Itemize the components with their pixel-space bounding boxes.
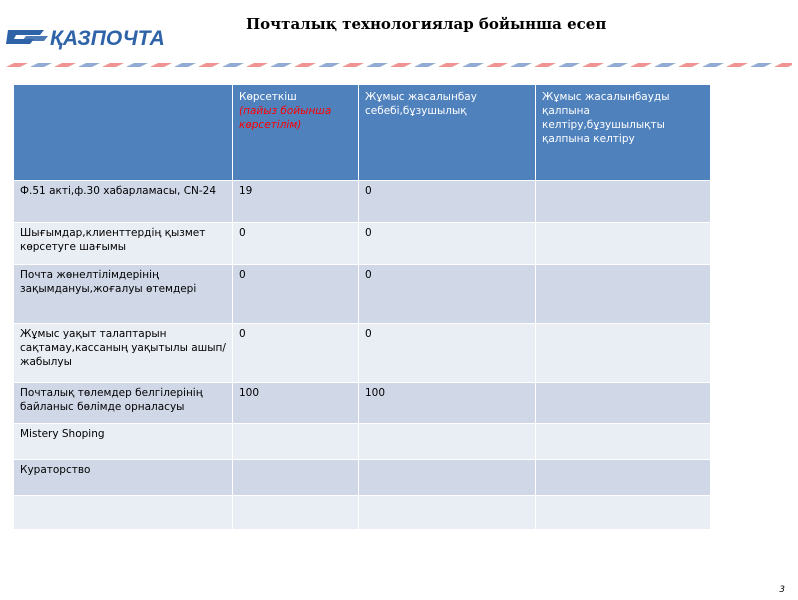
airmail-stripe xyxy=(6,63,792,67)
header-label: Көрсеткіш xyxy=(239,91,297,103)
table-cell xyxy=(536,223,711,265)
header-cell-indicator xyxy=(233,85,359,181)
table-row xyxy=(14,324,711,383)
table-row xyxy=(14,424,711,460)
report-table xyxy=(13,84,711,530)
page-number: 3 xyxy=(779,585,785,595)
table-row xyxy=(14,265,711,324)
table-row xyxy=(14,460,711,496)
table-cell: Жұмыс уақыт талаптарын сақтамау,кассаның уақытылы ашып/жабылуы xyxy=(14,324,233,383)
table-cell xyxy=(536,181,711,223)
table-cell xyxy=(536,460,711,496)
table-cell: 0 xyxy=(233,265,359,324)
table-row xyxy=(14,223,711,265)
header-cell-restoration xyxy=(536,85,711,181)
table-cell xyxy=(359,496,536,530)
table-cell: 0 xyxy=(359,324,536,383)
table-cell: Ф.51 акті,ф.30 хабарламасы, CN-24 xyxy=(14,181,233,223)
table-cell xyxy=(233,496,359,530)
table-cell xyxy=(359,460,536,496)
header-label: Жұмыс жасалынбау себебі,бұзушылық xyxy=(365,91,477,117)
header-cell-reason xyxy=(359,85,536,181)
table-cell: 0 xyxy=(359,181,536,223)
table-row xyxy=(14,383,711,424)
table-row xyxy=(14,181,711,223)
header-note: (пайыз бойынша көрсетілім) xyxy=(239,105,332,131)
table-cell xyxy=(536,383,711,424)
table-cell xyxy=(536,265,711,324)
logo-graphic xyxy=(4,22,182,52)
table-cell: 100 xyxy=(359,383,536,424)
table-cell xyxy=(233,424,359,460)
table-cell xyxy=(233,460,359,496)
table-cell: Кураторство xyxy=(14,460,233,496)
svg-text:ҚАЗПОЧТА: ҚАЗПОЧТА xyxy=(50,27,165,50)
table-cell: 0 xyxy=(233,324,359,383)
table-row xyxy=(14,496,711,530)
header-cell-empty xyxy=(14,85,233,181)
table-cell: 0 xyxy=(359,265,536,324)
kazpochta-logo xyxy=(4,22,182,52)
page-title: Почталық технологиялар бойынша есеп xyxy=(246,15,607,33)
header-label: Жұмыс жасалынбауды қалпына келтіру,бұзушылықты қалпына келтіру xyxy=(542,91,670,145)
table-cell xyxy=(536,324,711,383)
table-header-row xyxy=(14,85,711,181)
table-cell: 100 xyxy=(233,383,359,424)
table-cell: 19 xyxy=(233,181,359,223)
table-cell: Mistery Shoping xyxy=(14,424,233,460)
table-cell: 0 xyxy=(233,223,359,265)
table-cell xyxy=(536,424,711,460)
table-cell: Почта жөнелтілімдерінің зақымдануы,жоғалуы өтемдері xyxy=(14,265,233,324)
table-cell: Почталық төлемдер белгілерінің байланыс бөлімде орналасуы xyxy=(14,383,233,424)
table-cell xyxy=(14,496,233,530)
table-cell xyxy=(359,424,536,460)
table-cell: 0 xyxy=(359,223,536,265)
table-cell: Шығымдар,клиенттердің қызмет көрсетуге шағымы xyxy=(14,223,233,265)
table-cell xyxy=(536,496,711,530)
